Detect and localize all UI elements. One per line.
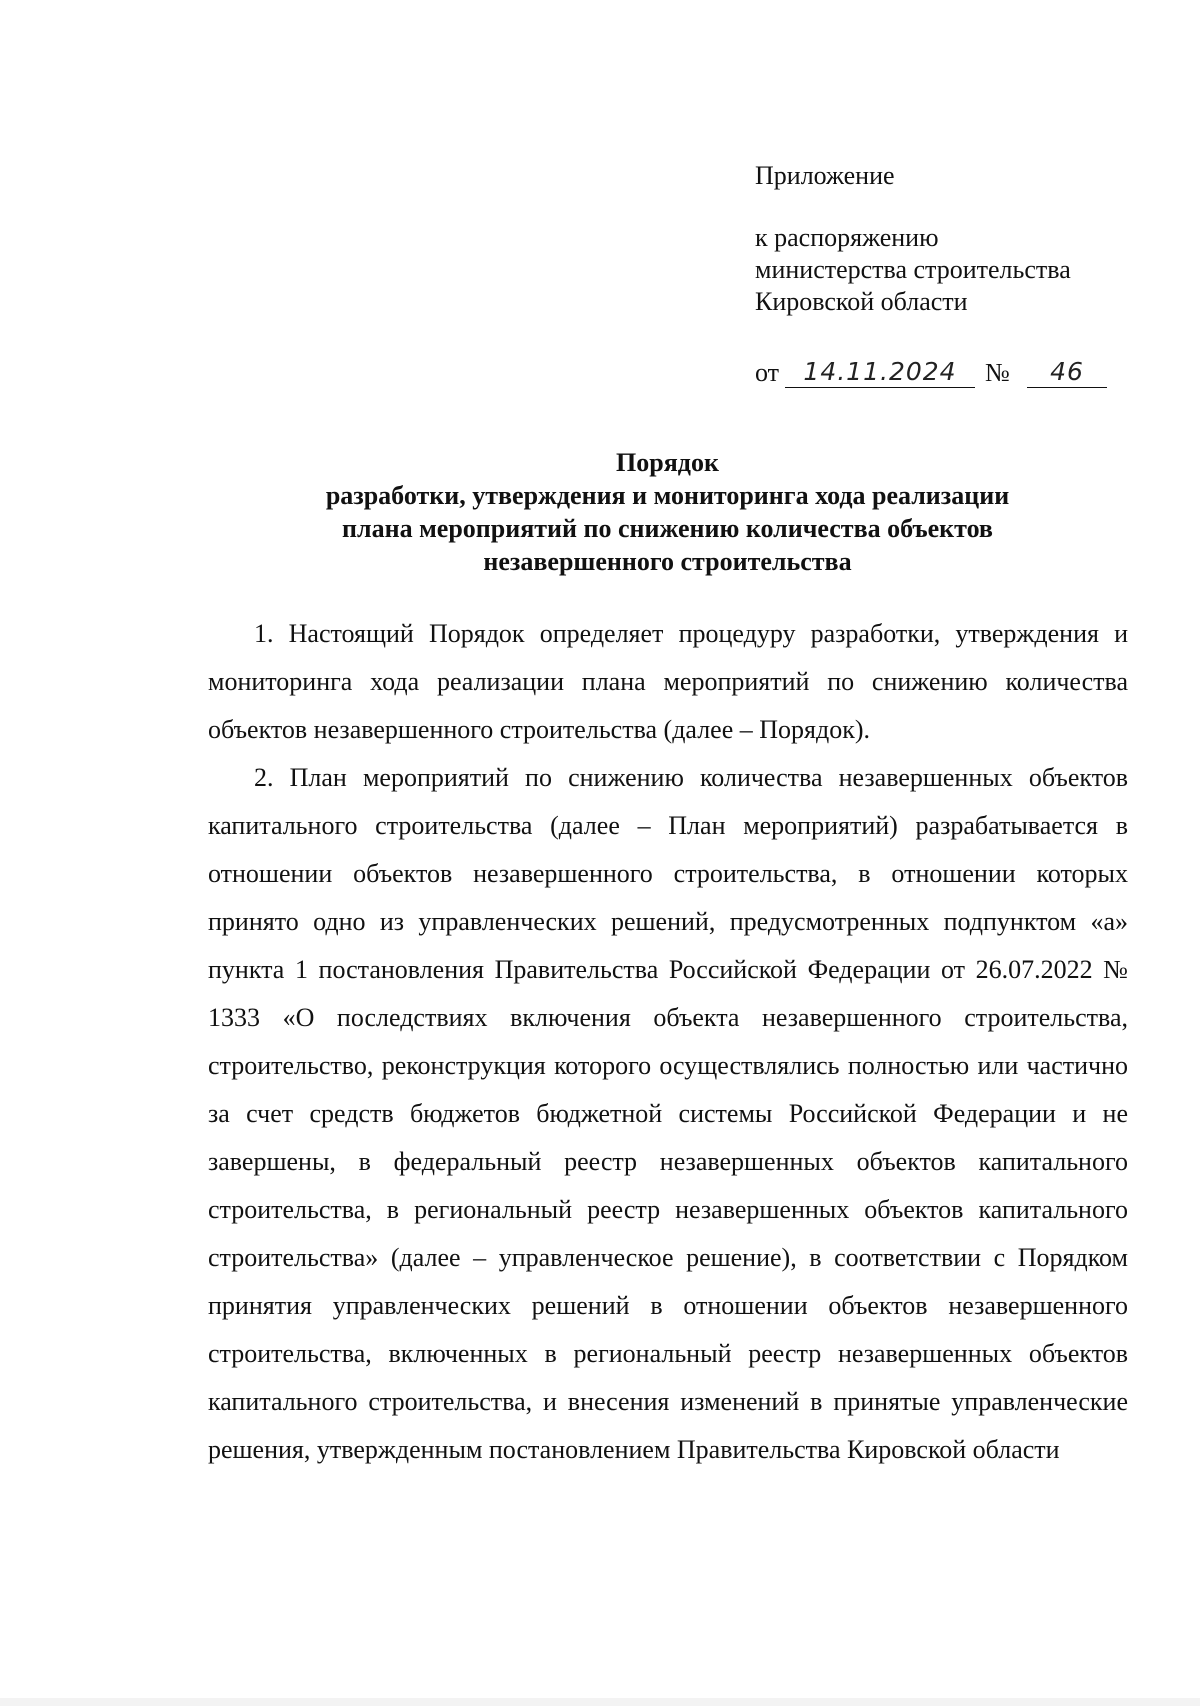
paragraph-1 [208,610,1128,754]
appendix-title: Приложение [755,161,895,190]
handwritten-date: 14.11.2024 [803,357,957,386]
paragraph-text: Настоящий Порядок определяет процедуру разработки, утверждения и мониторинга хода реализации плана мероприятий по снижению количества объектов незавершенного строительства (далее – Порядок). [208,619,1128,744]
date-number-row [755,352,1175,392]
appendix-line: министерства строительства [755,255,1071,284]
number-label: № [985,358,1010,387]
paragraph-number: 2. [254,763,274,792]
heading-line: незавершенного строительства [483,547,852,576]
document-body [208,610,1128,1474]
heading-line: Порядок [616,448,719,477]
appendix-block [755,160,1155,318]
paragraph-text: План мероприятий по снижению количества незавершенных объектов капитального строительства (далее – План мероприятий) разрабатывается в отношении объектов незавершенного строительства, в отношении которых принято одно из управленческих решений, предусмотренных подпунктом «а» пункта 1 постановления Правительства Российской Федерации от 26.07.2022 № 1333 «О последствиях включения объекта незавершенного строительства, строительство, реконструкция которого осуществлялись полностью или частично за счет средств бюджетов бюджетной системы Российской Федерации и не завершены, в федеральный реестр незавершенных объектов капитального строительства, в региональный реестр незавершенных объектов капитального строительства» (далее – управленческое решение), в соответствии с Порядком принятия управленческих решений в отношении объектов незавершенного строительства, включенных в региональный реестр незавершенных объектов капитального строительства, и внесения изменений в принятые управленческие решения, утвержденным постановлением Правительства Кировской области [208,763,1128,1464]
appendix-line: Кировской области [755,287,968,316]
paragraph-2 [208,754,1128,1474]
heading-line: плана мероприятий по снижению количества объектов [342,514,993,543]
appendix-line: к распоряжению [755,223,939,252]
scan-edge [0,1698,1200,1706]
document-heading [200,446,1135,578]
handwritten-number: 46 [1050,357,1084,386]
heading-line: разработки, утверждения и мониторинга хода реализации [325,481,1010,510]
paragraph-number: 1. [254,619,274,648]
date-label: от [755,358,780,387]
